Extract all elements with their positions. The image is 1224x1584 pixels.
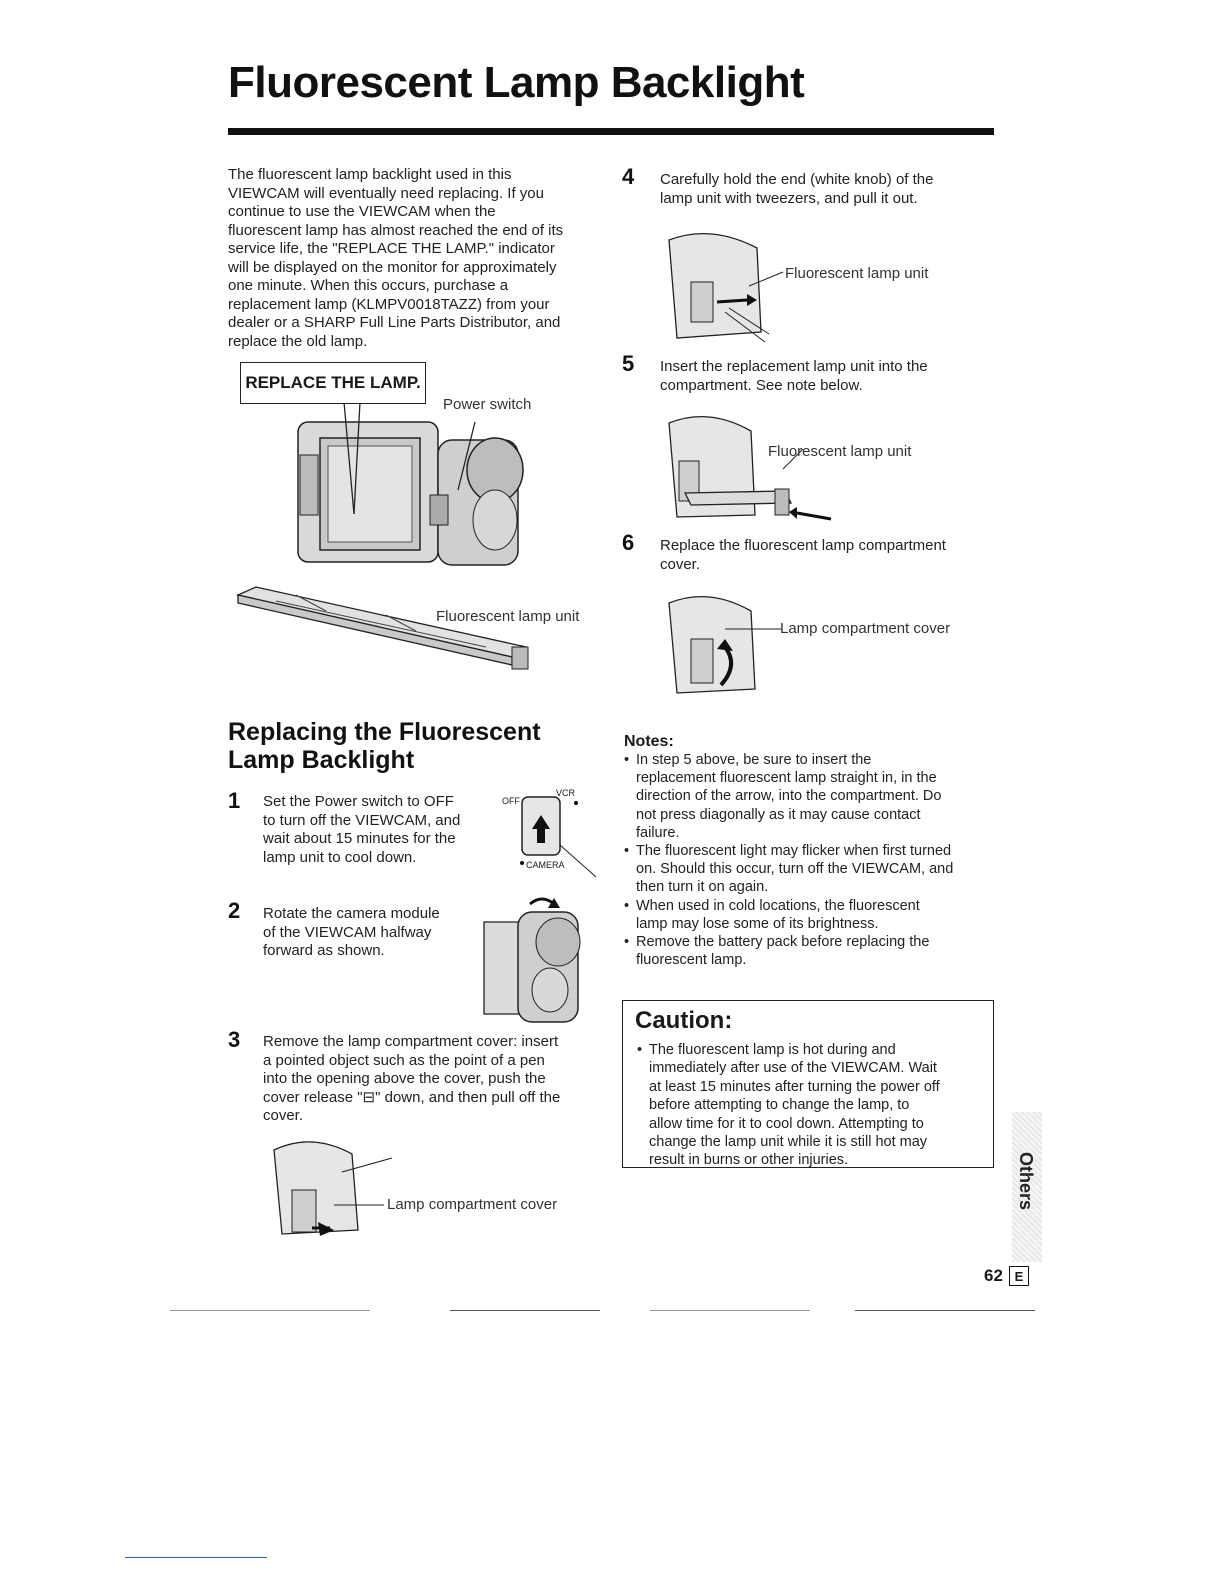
note-line: • When used in cold locations, the fluorescent bbox=[636, 897, 920, 914]
step-line: lamp unit with tweezers, and pull it out. bbox=[660, 189, 918, 207]
viewcam-illustration bbox=[290, 400, 540, 580]
footer-rule bbox=[450, 1310, 600, 1311]
note-line: not press diagonally as it may cause contact bbox=[636, 806, 921, 823]
intro-line: service life, the "REPLACE THE LAMP." indicator bbox=[228, 240, 555, 257]
intro-line: continue to use the VIEWCAM when the bbox=[228, 203, 496, 220]
switch-off-label: OFF bbox=[502, 796, 520, 806]
note-item bbox=[624, 842, 999, 897]
section-heading-line: Replacing the Fluorescent bbox=[228, 718, 541, 746]
note-item bbox=[624, 751, 999, 842]
title-rule bbox=[228, 128, 994, 135]
caution-line: at least 15 minutes after turning the power off bbox=[649, 1078, 940, 1095]
section-heading bbox=[228, 718, 541, 774]
intro-line: fluorescent lamp has almost reached the end of its bbox=[228, 221, 564, 239]
page-number-value: 62 bbox=[984, 1266, 1003, 1285]
notes-list bbox=[624, 751, 999, 969]
intro-line: The fluorescent lamp backlight used in this bbox=[228, 166, 512, 183]
lamp-unit-illustration bbox=[236, 585, 536, 680]
note-item bbox=[624, 897, 999, 933]
page-title: Fluorescent Lamp Backlight bbox=[228, 58, 805, 107]
caution-box bbox=[622, 1000, 994, 1168]
step-line: Set the Power switch to OFF bbox=[263, 793, 454, 810]
step-2-number: 2 bbox=[228, 898, 241, 923]
caution-line: result in burns or other injuries. bbox=[649, 1152, 849, 1169]
replace-lamp-indicator: REPLACE THE LAMP. bbox=[240, 362, 426, 404]
bullet-icon: • bbox=[637, 1042, 643, 1058]
pull-lamp-illustration bbox=[665, 222, 790, 347]
footer-rule bbox=[170, 1310, 370, 1311]
intro-line: dealer or a SHARP Full Line Parts Distributor, and bbox=[228, 314, 561, 331]
step-3-number: 3 bbox=[228, 1027, 241, 1052]
note-line: lamp may lose some of its brightness. bbox=[636, 915, 879, 932]
step-line: Insert the replacement lamp unit into the bbox=[660, 358, 928, 375]
step-4-number: 4 bbox=[622, 164, 635, 189]
bottom-blue-rule bbox=[125, 1557, 267, 1558]
intro-line: will be displayed on the monitor for approximately bbox=[228, 258, 557, 276]
note-line: failure. bbox=[636, 824, 680, 841]
step-line: to turn off the VIEWCAM, and bbox=[263, 811, 461, 829]
note-item bbox=[624, 933, 999, 969]
footer-rule bbox=[650, 1310, 810, 1311]
step-4-callout: Fluorescent lamp unit bbox=[785, 265, 929, 282]
notes-title: Notes: bbox=[624, 733, 674, 750]
language-badge: E bbox=[1009, 1266, 1029, 1286]
caution-text bbox=[637, 1041, 985, 1170]
step-1-text bbox=[263, 793, 493, 867]
step-5-number: 5 bbox=[622, 351, 635, 376]
step-line: Carefully hold the end (white knob) of the bbox=[660, 171, 934, 188]
step-1-number: 1 bbox=[228, 788, 241, 813]
note-line: • The fluorescent light may flicker when first turned bbox=[636, 843, 952, 860]
caution-line-text: The fluorescent lamp is hot during and bbox=[649, 1042, 896, 1058]
side-tab-label bbox=[1014, 1152, 1040, 1232]
remove-cover-illustration bbox=[272, 1130, 392, 1240]
note-line: then turn it on again. bbox=[636, 879, 769, 896]
step-line: into the opening above the cover, push the bbox=[263, 1070, 546, 1087]
insert-lamp-illustration bbox=[665, 405, 835, 525]
section-heading-line: Lamp Backlight bbox=[228, 746, 415, 774]
step-3-text bbox=[263, 1033, 608, 1126]
step-line: cover. bbox=[263, 1107, 304, 1124]
footer-rule bbox=[855, 1310, 1035, 1311]
replace-cover-illustration bbox=[665, 585, 785, 695]
note-line: • In step 5 above, be sure to insert the bbox=[636, 752, 872, 768]
step-5-callout: Fluorescent lamp unit bbox=[768, 443, 912, 460]
step-5-text bbox=[660, 358, 995, 395]
step-6-text bbox=[660, 537, 995, 574]
intro-line: replace the old lamp. bbox=[228, 332, 368, 350]
step-line: of the VIEWCAM halfway bbox=[263, 923, 432, 941]
lcd-pointer-lines bbox=[330, 402, 380, 532]
step-line: wait about 15 minutes for the bbox=[263, 830, 456, 847]
intro-paragraph bbox=[228, 166, 608, 351]
note-line: on. Should this occur, turn off the VIEWCAM, and bbox=[636, 861, 954, 878]
intro-line: VIEWCAM will eventually need replacing. If you bbox=[228, 184, 544, 202]
caution-line: immediately after use of the VIEWCAM. Wait bbox=[649, 1060, 937, 1077]
caution-line: before attempting to change the lamp, to bbox=[649, 1097, 910, 1114]
step-4-text bbox=[660, 171, 995, 208]
step-line: lamp unit to cool down. bbox=[263, 848, 417, 866]
step-6-number: 6 bbox=[622, 530, 635, 555]
step-3-callout: Lamp compartment cover bbox=[387, 1196, 558, 1213]
step-line: cover. bbox=[660, 555, 701, 573]
step-2-text bbox=[263, 905, 483, 961]
step-6-callout: Lamp compartment cover bbox=[780, 620, 951, 637]
rotate-camera-illustration bbox=[478, 892, 588, 1027]
caution-line bbox=[637, 1041, 985, 1059]
note-line: replacement fluorescent lamp straight in, in the bbox=[636, 770, 937, 787]
step-line: compartment. See note below. bbox=[660, 376, 863, 394]
step-line: Remove the lamp compartment cover: insert bbox=[263, 1033, 559, 1050]
intro-line: one minute. When this occurs, purchase a bbox=[228, 277, 509, 294]
step-line: a pointed object such as the point of a pen bbox=[263, 1051, 545, 1069]
note-line: direction of the arrow, into the compartment. Do bbox=[636, 788, 942, 805]
lamp-unit-label: Fluorescent lamp unit bbox=[436, 608, 580, 625]
switch-vcr-label: VCR bbox=[556, 788, 576, 798]
intro-line: replacement lamp (KLMPV0018TAZZ) from your bbox=[228, 295, 550, 313]
step-line: Rotate the camera module bbox=[263, 905, 440, 922]
step-line: Replace the fluorescent lamp compartment bbox=[660, 537, 946, 554]
step-line: cover release "⊟" down, and then pull off the bbox=[263, 1088, 561, 1106]
power-switch-label: Power switch bbox=[443, 396, 532, 413]
side-tab bbox=[1012, 1112, 1042, 1262]
caution-line: allow time for it to cool down. Attempting to bbox=[649, 1115, 924, 1132]
page-number bbox=[984, 1266, 1029, 1286]
step-line: forward as shown. bbox=[263, 942, 385, 959]
caution-line: change the lamp unit while it is still hot may bbox=[649, 1134, 928, 1151]
note-line: fluorescent lamp. bbox=[636, 952, 747, 969]
caution-title: Caution: bbox=[635, 1007, 733, 1034]
note-line: • Remove the battery pack before replacing the bbox=[636, 934, 930, 951]
switch-camera-label: CAMERA bbox=[526, 860, 565, 870]
side-tab-text: Others bbox=[1016, 1152, 1036, 1211]
